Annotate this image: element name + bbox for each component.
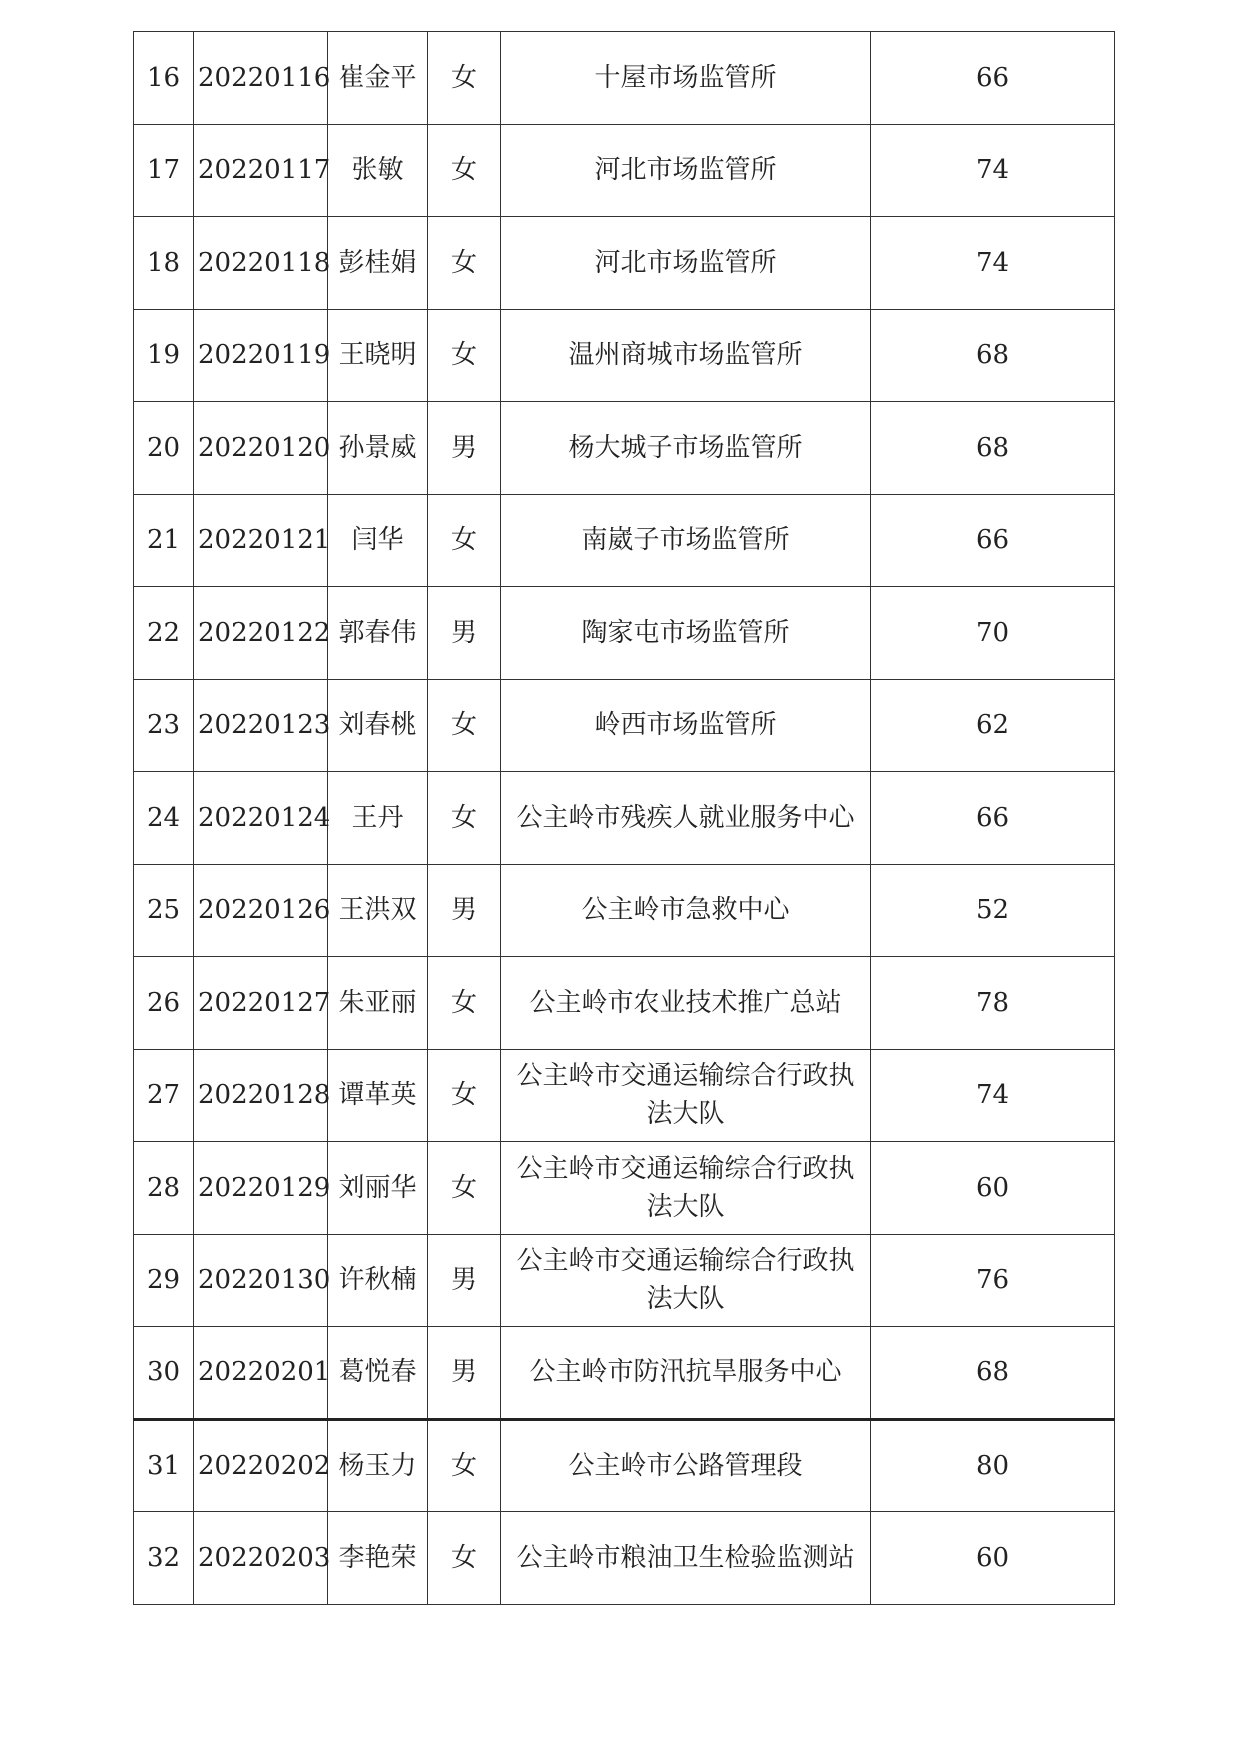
table-row <box>134 1512 1115 1605</box>
table-row <box>134 1049 1115 1142</box>
exam-id-cell: 20220126 <box>194 864 328 957</box>
exam-id-cell: 20220121 <box>194 494 328 587</box>
row-number-cell: 17 <box>134 124 194 217</box>
unit-cell: 公主岭市残疾人就业服务中心 <box>501 772 871 865</box>
unit-cell: 温州商城市场监管所 <box>501 309 871 402</box>
row-number-cell: 30 <box>134 1327 194 1420</box>
score-cell: 66 <box>871 494 1115 587</box>
exam-id-cell: 20220116 <box>194 32 328 125</box>
exam-id-cell: 20220118 <box>194 217 328 310</box>
exam-id-cell: 20220202 <box>194 1419 328 1512</box>
row-number-cell: 22 <box>134 587 194 680</box>
exam-id-cell: 20220119 <box>194 309 328 402</box>
gender-cell: 男 <box>428 864 501 957</box>
gender-cell: 女 <box>428 1142 501 1235</box>
gender-cell: 女 <box>428 957 501 1050</box>
table-row <box>134 864 1115 957</box>
gender-cell: 男 <box>428 402 501 495</box>
unit-cell: 公主岭市防汛抗旱服务中心 <box>501 1327 871 1420</box>
row-number-cell: 26 <box>134 957 194 1050</box>
score-cell: 66 <box>871 32 1115 125</box>
score-cell: 66 <box>871 772 1115 865</box>
exam-id-cell: 20220124 <box>194 772 328 865</box>
exam-id-cell: 20220201 <box>194 1327 328 1420</box>
row-number-cell: 24 <box>134 772 194 865</box>
table-row <box>134 1327 1115 1420</box>
unit-cell: 陶家屯市场监管所 <box>501 587 871 680</box>
name-cell: 杨玉力 <box>328 1419 428 1512</box>
row-number-cell: 29 <box>134 1234 194 1327</box>
exam-id-cell: 20220127 <box>194 957 328 1050</box>
name-cell: 崔金平 <box>328 32 428 125</box>
row-number-cell: 16 <box>134 32 194 125</box>
unit-cell: 公主岭市急救中心 <box>501 864 871 957</box>
gender-cell: 男 <box>428 587 501 680</box>
table-row <box>134 494 1115 587</box>
unit-cell: 十屋市场监管所 <box>501 32 871 125</box>
name-cell: 孙景威 <box>328 402 428 495</box>
unit-cell: 公主岭市交通运输综合行政执法大队 <box>501 1142 871 1235</box>
score-cell: 60 <box>871 1512 1115 1605</box>
name-cell: 李艳荣 <box>328 1512 428 1605</box>
score-cell: 68 <box>871 309 1115 402</box>
row-number-cell: 20 <box>134 402 194 495</box>
table-body <box>134 32 1115 1605</box>
gender-cell: 女 <box>428 679 501 772</box>
exam-id-cell: 20220129 <box>194 1142 328 1235</box>
exam-id-cell: 20220130 <box>194 1234 328 1327</box>
gender-cell: 女 <box>428 772 501 865</box>
name-cell: 郭春伟 <box>328 587 428 680</box>
name-cell: 朱亚丽 <box>328 957 428 1050</box>
row-number-cell: 32 <box>134 1512 194 1605</box>
unit-cell: 河北市场监管所 <box>501 124 871 217</box>
gender-cell: 女 <box>428 1049 501 1142</box>
row-number-cell: 28 <box>134 1142 194 1235</box>
name-cell: 彭桂娟 <box>328 217 428 310</box>
unit-cell: 公主岭市农业技术推广总站 <box>501 957 871 1050</box>
exam-id-cell: 20220120 <box>194 402 328 495</box>
name-cell: 王晓明 <box>328 309 428 402</box>
name-cell: 谭革英 <box>328 1049 428 1142</box>
gender-cell: 女 <box>428 217 501 310</box>
table-row <box>134 124 1115 217</box>
unit-cell: 南崴子市场监管所 <box>501 494 871 587</box>
score-cell: 68 <box>871 1327 1115 1420</box>
score-cell: 60 <box>871 1142 1115 1235</box>
unit-cell: 杨大城子市场监管所 <box>501 402 871 495</box>
table-row <box>134 217 1115 310</box>
name-cell: 张敏 <box>328 124 428 217</box>
score-cell: 68 <box>871 402 1115 495</box>
row-number-cell: 18 <box>134 217 194 310</box>
gender-cell: 男 <box>428 1234 501 1327</box>
gender-cell: 女 <box>428 124 501 217</box>
row-number-cell: 21 <box>134 494 194 587</box>
score-cell: 52 <box>871 864 1115 957</box>
table-row <box>134 1142 1115 1235</box>
unit-cell: 公主岭市交通运输综合行政执法大队 <box>501 1049 871 1142</box>
score-cell: 74 <box>871 124 1115 217</box>
score-cell: 80 <box>871 1419 1115 1512</box>
gender-cell: 女 <box>428 1512 501 1605</box>
exam-id-cell: 20220122 <box>194 587 328 680</box>
score-cell: 74 <box>871 217 1115 310</box>
unit-cell: 河北市场监管所 <box>501 217 871 310</box>
name-cell: 闫华 <box>328 494 428 587</box>
unit-cell: 公主岭市粮油卫生检验监测站 <box>501 1512 871 1605</box>
score-cell: 70 <box>871 587 1115 680</box>
row-number-cell: 31 <box>134 1419 194 1512</box>
name-cell: 刘丽华 <box>328 1142 428 1235</box>
table-row <box>134 679 1115 772</box>
exam-id-cell: 20220203 <box>194 1512 328 1605</box>
score-cell: 62 <box>871 679 1115 772</box>
unit-cell: 岭西市场监管所 <box>501 679 871 772</box>
score-cell: 74 <box>871 1049 1115 1142</box>
name-cell: 王丹 <box>328 772 428 865</box>
name-cell: 许秋楠 <box>328 1234 428 1327</box>
exam-id-cell: 20220123 <box>194 679 328 772</box>
gender-cell: 男 <box>428 1327 501 1420</box>
gender-cell: 女 <box>428 309 501 402</box>
exam-id-cell: 20220128 <box>194 1049 328 1142</box>
table-row <box>134 957 1115 1050</box>
gender-cell: 女 <box>428 32 501 125</box>
score-cell: 76 <box>871 1234 1115 1327</box>
gender-cell: 女 <box>428 494 501 587</box>
table-row <box>134 32 1115 125</box>
exam-id-cell: 20220117 <box>194 124 328 217</box>
row-number-cell: 23 <box>134 679 194 772</box>
table-row <box>134 1419 1115 1512</box>
unit-cell: 公主岭市交通运输综合行政执法大队 <box>501 1234 871 1327</box>
row-number-cell: 27 <box>134 1049 194 1142</box>
name-cell: 王洪双 <box>328 864 428 957</box>
name-cell: 葛悦春 <box>328 1327 428 1420</box>
table-row <box>134 309 1115 402</box>
name-cell: 刘春桃 <box>328 679 428 772</box>
table-row <box>134 772 1115 865</box>
gender-cell: 女 <box>428 1419 501 1512</box>
score-table <box>133 31 1115 1605</box>
row-number-cell: 19 <box>134 309 194 402</box>
table-row <box>134 587 1115 680</box>
row-number-cell: 25 <box>134 864 194 957</box>
table-row <box>134 402 1115 495</box>
score-cell: 78 <box>871 957 1115 1050</box>
unit-cell: 公主岭市公路管理段 <box>501 1419 871 1512</box>
table-row <box>134 1234 1115 1327</box>
